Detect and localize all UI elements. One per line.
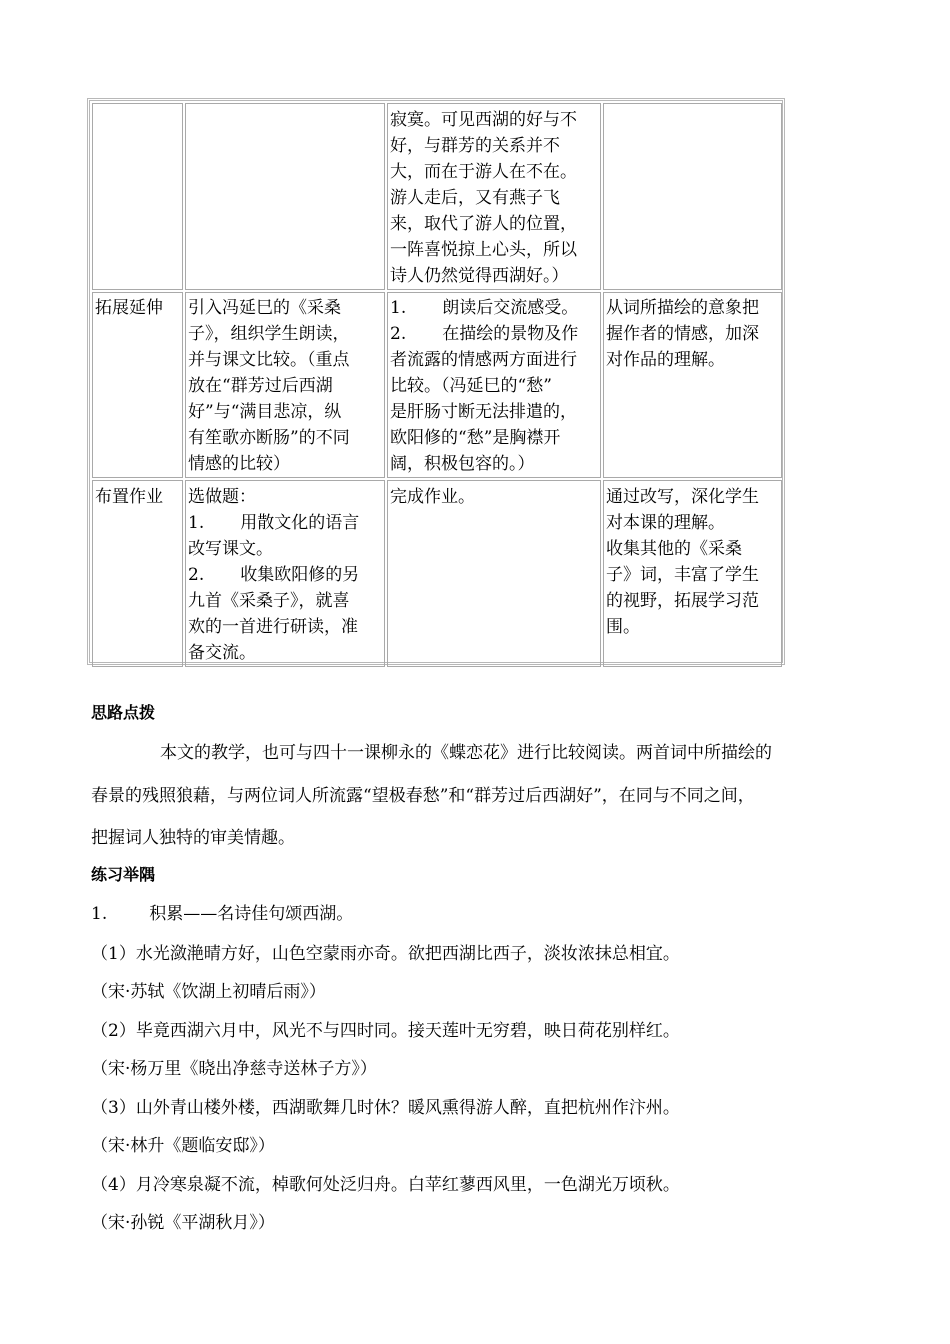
item-number: 2. — [390, 324, 407, 344]
cell-line: 来，取代了游人的位置， — [390, 214, 577, 234]
cell-line: 备交流。 — [188, 643, 256, 663]
poem-line: （1）水光潋滟晴方好，山色空蒙雨亦奇。欲把西湖比西子，淡妆浓抹总相宜。 — [91, 944, 680, 964]
cell-line: 有笙歌亦断肠”的不同 — [188, 428, 350, 448]
cell-line: 九首《采桑子》，就喜 — [188, 591, 350, 611]
cell-line: 选做题： — [188, 487, 256, 507]
item-number: 1. — [91, 904, 108, 924]
paragraph-line: 春景的残照狼藉，与两位词人所流露“望极春愁”和“群芳过后西湖好”，在同与不同之间， — [91, 786, 755, 806]
lesson-plan-grid — [90, 101, 784, 669]
section-title-exercises: 练习举隅 — [91, 865, 156, 884]
cell-line: 围。 — [606, 617, 640, 637]
list-item — [188, 510, 382, 536]
stage-cell — [92, 480, 183, 667]
table-row — [92, 292, 782, 478]
item-text: 在描绘的景物及作 — [442, 324, 579, 344]
cell-line: 欢的一首进行研读，准 — [188, 617, 358, 637]
cell-line: 欧阳修的“愁”是胸襟开 — [390, 428, 561, 448]
stage-label: 拓展延伸 — [95, 298, 163, 318]
poem-source: （宋·林升《题临安邸》） — [91, 1136, 275, 1156]
section-title-hints: 思路点拨 — [91, 703, 156, 722]
poem-source: （宋·苏轼《饮湖上初晴后雨》） — [91, 982, 326, 1002]
item-number: 1. — [188, 513, 205, 533]
cell-line: 放在“群芳过后西湖 — [188, 376, 333, 396]
student-cell — [387, 480, 601, 667]
purpose-cell — [603, 292, 782, 478]
cell-line: 收集其他的《采桑 — [606, 539, 742, 559]
item-text: 收集欧阳修的另 — [240, 565, 360, 585]
cell-line: 引入冯延巳的《采桑 — [188, 298, 341, 318]
cell-line: 改写课文。 — [188, 539, 273, 559]
item-text: 朗读后交流感受。 — [442, 298, 579, 318]
student-cell — [387, 103, 601, 290]
list-item — [390, 295, 598, 321]
paragraph-line: 本文的教学，也可与四十一课柳永的《蝶恋花》进行比较阅读。两首词中所描绘的 — [160, 743, 772, 763]
student-cell — [387, 292, 601, 478]
activity-cell — [185, 292, 385, 478]
item-text: 用散文化的语言 — [240, 513, 360, 533]
cell-line: 对作品的理解。 — [606, 350, 725, 370]
cell-line: 是肝肠寸断无法排遣的， — [390, 402, 577, 422]
table-row — [92, 480, 782, 667]
exercise-item — [91, 899, 353, 924]
stage-cell — [92, 103, 183, 290]
cell-line: 好，与群芳的关系并不 — [390, 136, 560, 156]
cell-line: 对本课的理解。 — [606, 513, 725, 533]
cell-line: 者流露的情感两方面进行 — [390, 350, 577, 370]
cell-line: 大，而在于游人在不在。 — [390, 162, 577, 182]
cell-line: 阔，积极包容的。） — [390, 454, 535, 474]
stage-cell — [92, 292, 183, 478]
cell-line: 完成作业。 — [390, 487, 475, 507]
activity-cell — [185, 103, 385, 290]
poem-source: （宋·杨万里《晓出净慈寺送林子方》） — [91, 1059, 377, 1079]
stage-label: 布置作业 — [95, 487, 163, 507]
cell-line: 好”与“满目悲凉，纵 — [188, 402, 342, 422]
cell-line: 握作者的情感，加深 — [606, 324, 759, 344]
cell-line: 从词所描绘的意象把 — [606, 298, 759, 318]
table-row — [92, 103, 782, 290]
cell-line: 一阵喜悦掠上心头，所以 — [390, 240, 577, 260]
poem-line: （3）山外青山楼外楼，西湖歌舞几时休？暖风熏得游人醉，直把杭州作汴州。 — [91, 1098, 680, 1118]
activity-cell — [185, 480, 385, 667]
cell-line: 诗人仍然觉得西湖好。） — [390, 266, 569, 286]
cell-line: 寂寞。可见西湖的好与不 — [390, 110, 577, 130]
cell-line: 的视野，拓展学习范 — [606, 591, 759, 611]
item-number: 1. — [390, 298, 407, 318]
paragraph-line: 把握词人独特的审美情趣。 — [91, 828, 295, 848]
cell-line: 情感的比较） — [188, 454, 290, 474]
poem-line: （2）毕竟西湖六月中，风光不与四时同。接天莲叶无穷碧，映日荷花别样红。 — [91, 1021, 680, 1041]
cell-line: 游人走后，又有燕子飞 — [390, 188, 560, 208]
item-text: 积累——名诗佳句颂西湖。 — [149, 904, 354, 924]
cell-line: 子》，组织学生朗读， — [188, 324, 350, 344]
item-number: 2. — [188, 565, 205, 585]
cell-line: 子》词，丰富了学生 — [606, 565, 759, 585]
list-item — [390, 321, 598, 347]
cell-line: 比较。（冯延巳的“愁” — [390, 376, 552, 396]
lesson-plan-table — [87, 98, 785, 665]
list-item — [188, 562, 382, 588]
poem-line: （4）月冷寒泉凝不流，棹歌何处泛归舟。白苹红蓼西风里，一色湖光万顷秋。 — [91, 1175, 680, 1195]
poem-source: （宋·孙锐《平湖秋月》） — [91, 1213, 275, 1233]
purpose-cell — [603, 480, 782, 667]
cell-line: 并与课文比较。（重点 — [188, 350, 350, 370]
cell-line: 通过改写，深化学生 — [606, 487, 759, 507]
purpose-cell — [603, 103, 782, 290]
